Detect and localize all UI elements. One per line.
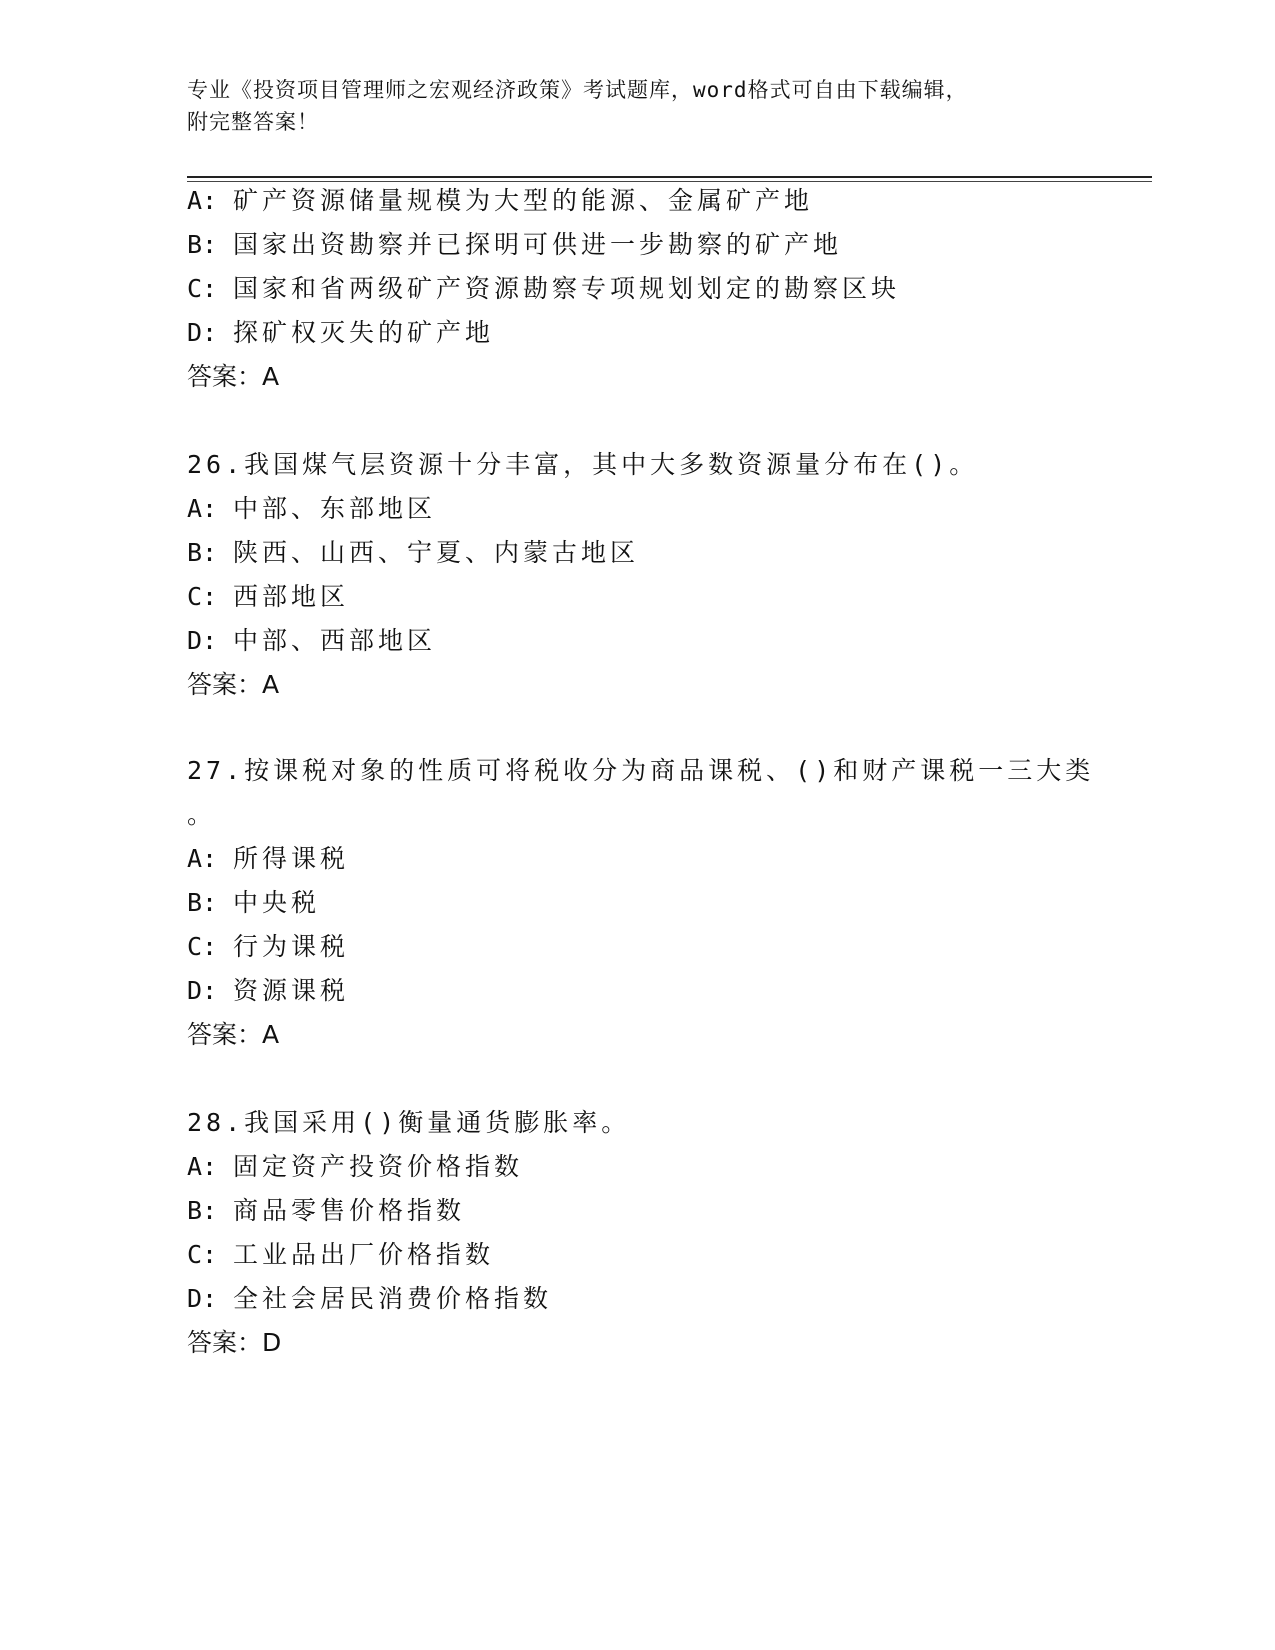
answer: 答案：A [187, 362, 280, 391]
question-27-stem-cont: 。 [187, 800, 217, 829]
answer: 答案：A [187, 1020, 280, 1049]
option-a: A: 矿产资源储量规模为大型的能源、金属矿产地 [187, 186, 814, 215]
option-a: A: 所得课税 [187, 844, 350, 873]
option-c: C: 西部地区 [187, 582, 350, 611]
option-c: C: 国家和省两级矿产资源勘察专项规划划定的勘察区块 [187, 274, 901, 303]
header-divider-thin [187, 181, 1152, 182]
answer: 答案：A [187, 670, 280, 699]
header-divider [187, 176, 1152, 178]
option-b: B: 国家出资勘察并已探明可供进一步勘察的矿产地 [187, 230, 843, 259]
option-b: B: 商品零售价格指数 [187, 1196, 466, 1225]
header-line-1: 专业《投资项目管理师之宏观经济政策》考试题库，word格式可自由下载编辑， [187, 78, 968, 102]
option-b: B: 陕西、山西、宁夏、内蒙古地区 [187, 538, 640, 567]
question-28-stem: 28.我国采用()衡量通货膨胀率。 [187, 1108, 631, 1137]
option-c: C: 行为课税 [187, 932, 350, 961]
option-a: A: 固定资产投资价格指数 [187, 1152, 524, 1181]
header-line-2: 附完整答案！ [187, 110, 319, 134]
option-d: D: 探矿权灭失的矿产地 [187, 318, 495, 347]
question-26-stem: 26.我国煤气层资源十分丰富，其中大多数资源量分布在()。 [187, 450, 979, 479]
option-d: D: 中部、西部地区 [187, 626, 437, 655]
option-d: D: 全社会居民消费价格指数 [187, 1284, 553, 1313]
option-d: D: 资源课税 [187, 976, 350, 1005]
option-b: B: 中央税 [187, 888, 321, 917]
answer: 答案：D [187, 1328, 282, 1357]
question-27-stem: 27.按课税对象的性质可将税收分为商品课税、()和财产课税一三大类 [187, 756, 1095, 785]
option-c: C: 工业品出厂价格指数 [187, 1240, 495, 1269]
option-a: A: 中部、东部地区 [187, 494, 437, 523]
document-header [187, 74, 1067, 138]
